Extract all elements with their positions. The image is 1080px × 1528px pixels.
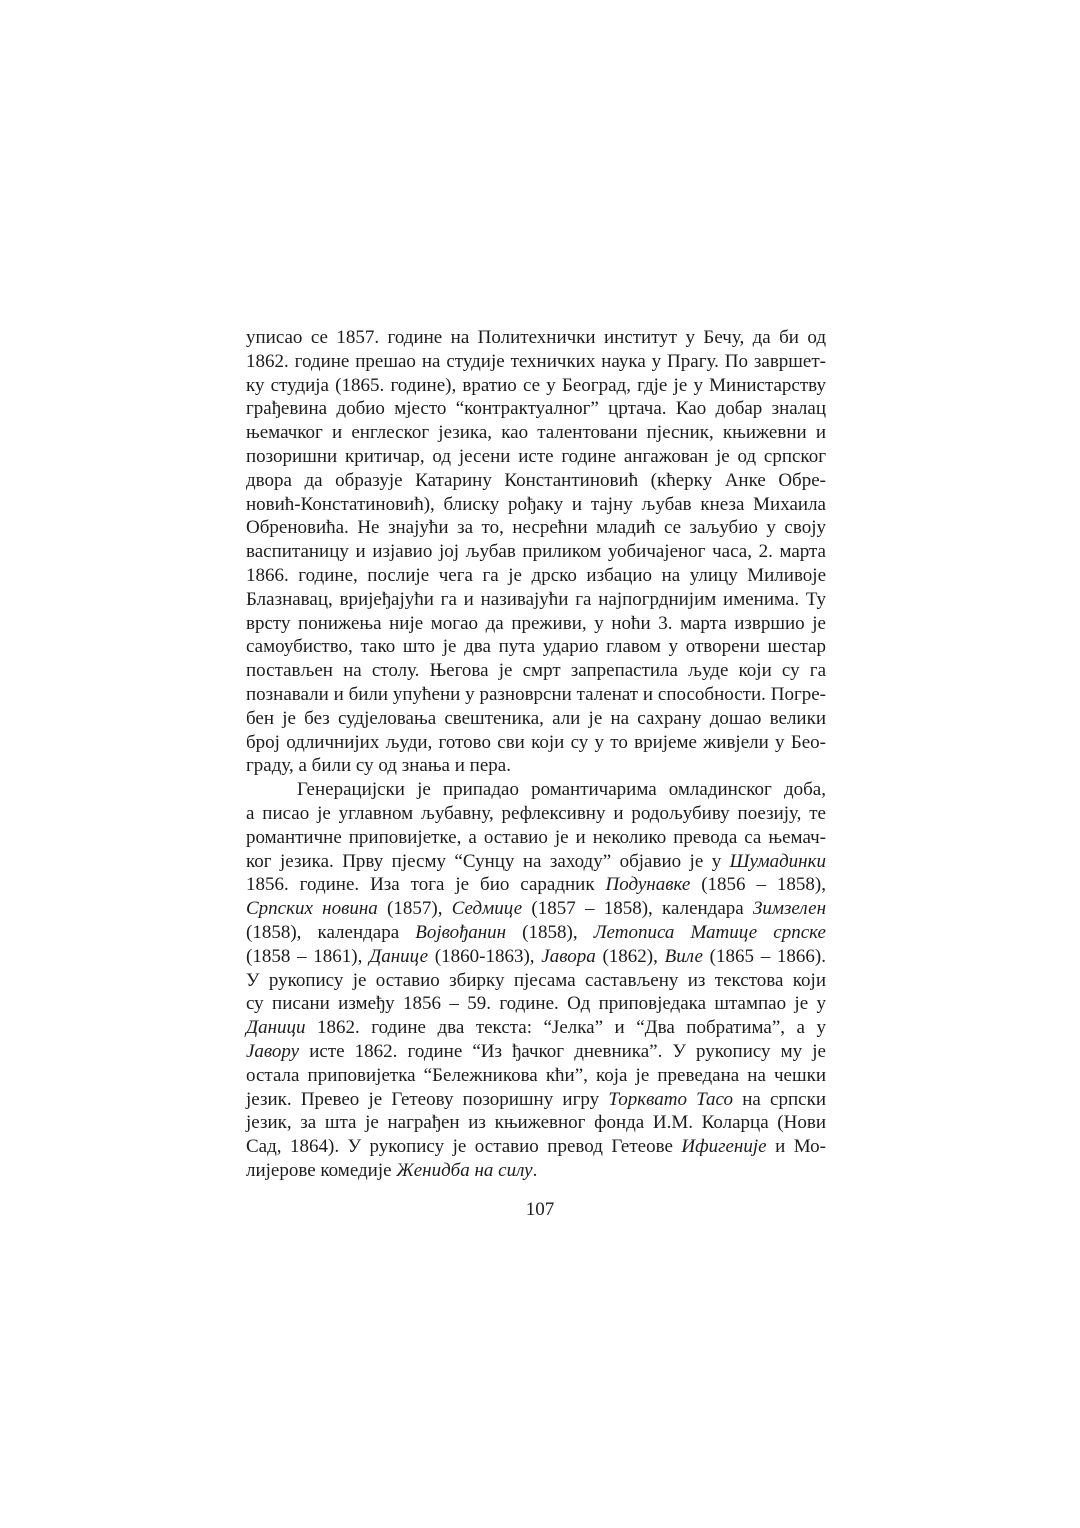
paragraph-2-line xyxy=(246,1016,826,1040)
paragraph-2-line xyxy=(246,850,826,874)
text-run: и Мо- xyxy=(766,1136,826,1158)
text-run: двора да образује Катарину Константиновић (кћерку Анке Обре- xyxy=(246,469,826,491)
text-run: лијерове комедије xyxy=(246,1159,397,1181)
body-text xyxy=(246,326,826,1183)
text-run: остала приповијетка “Бележникова кћи”, која је преведана на чешки xyxy=(246,1064,826,1086)
italic-title: Ифигеније xyxy=(681,1136,767,1158)
paragraph-2-line xyxy=(246,1111,826,1135)
text-run: ког језика. Прву пјесму “Сунцу на заходу” објавио је у xyxy=(246,850,730,872)
text-run: су писани између 1856 – 59. године. Од приповједака штампао је у xyxy=(246,993,826,1015)
italic-title: Торквато Тасо xyxy=(608,1088,734,1110)
text-run: Генерацијски је припадао романтичарима омладинског доба, xyxy=(297,779,826,801)
text-run: грађевина добио мјесто “контрактуалног” цртача. Као добар зналац xyxy=(246,398,826,420)
text-run: У рукопису је оставио збирку пјесама састављену из текстова који xyxy=(246,969,826,991)
paragraph-2-line xyxy=(246,873,826,897)
text-run: позоришни критичар, од јесени исте године ангажован је од српског xyxy=(246,445,826,467)
text-run: (1858), календара xyxy=(246,921,416,943)
paragraph-2-line xyxy=(246,1159,826,1183)
paragraph-1-line xyxy=(246,707,826,731)
paragraph-1-line xyxy=(246,516,826,540)
paragraph-1-line xyxy=(246,540,826,564)
italic-title: Летописа Матице српске xyxy=(593,921,826,943)
text-run: језик, за шта је награђен из књижевног фонда И.М. Коларца (Нови xyxy=(246,1112,826,1134)
paragraph-2-line xyxy=(246,1135,826,1159)
paragraph-1-line xyxy=(246,350,826,374)
paragraph-1-line xyxy=(246,326,826,350)
text-run: познавали и били упућени у разноврсни таленат и способности. Погре- xyxy=(246,683,826,705)
paragraph-2-line xyxy=(246,778,826,802)
text-run: самоубиство, тако што је два пута ударио главом у отворени шестар xyxy=(246,636,826,658)
page-number: 107 xyxy=(525,1199,555,1220)
paragraph-1-line xyxy=(246,469,826,493)
italic-title: Даници xyxy=(246,1017,306,1039)
italic-title: Јавора xyxy=(541,945,596,967)
paragraph-2-line xyxy=(246,969,826,993)
text-run: (1858 – 1861), xyxy=(246,945,370,967)
text-run: 1866. године, послије чега га је дрско избацио на улицу Миливоје xyxy=(246,564,826,586)
paragraph-1-line xyxy=(246,564,826,588)
paragraph-2-line xyxy=(246,921,826,945)
paragraph-2-line xyxy=(246,992,826,1016)
text-run: новић-Констатиновић), блиску рођаку и тајну љубав кнеза Михаила xyxy=(246,493,826,515)
paragraph-1-line xyxy=(246,754,826,778)
text-run: на српски xyxy=(733,1088,826,1110)
italic-title: Јавору xyxy=(246,1040,300,1062)
text-run: граду, а били су од знања и пера. xyxy=(246,755,511,777)
text-run: Обреновића. Не знајући за то, несрећни младић се заљубио у своју xyxy=(246,517,826,539)
text-run: 1862. године прешао на студије техничких наука у Прагу. По завршет- xyxy=(246,350,826,372)
text-run: (1865 – 1866). xyxy=(702,945,827,967)
text-run: ку студија (1865. године), вратио се у Београд, гдје је у Министарству xyxy=(246,374,826,396)
paragraph-2-line xyxy=(246,1040,826,1064)
paragraph-2-line xyxy=(246,945,826,969)
italic-title: Женидба на силу xyxy=(396,1159,533,1181)
text-run: број одличнијих људи, готово сви који су у то вријеме живјели у Бео- xyxy=(246,731,826,753)
paragraph-2-line xyxy=(246,1088,826,1112)
text-run: постављен на столу. Његова је смрт запрепастила људе који су га xyxy=(246,660,826,682)
text-run: а писао је углавном љубавну, рефлексивну и родољубиву поезију, те xyxy=(246,802,826,824)
paragraph-1-line xyxy=(246,659,826,683)
paragraph-1-line xyxy=(246,397,826,421)
text-run: њемачког и енглеског језика, као талентовани пјесник, књижевни и xyxy=(246,422,826,444)
paragraph-2-line xyxy=(246,826,826,850)
italic-title: Зимзелен xyxy=(752,898,826,920)
text-run: (1856 – 1858), xyxy=(690,874,826,896)
paragraph-1-line xyxy=(246,374,826,398)
text-run: . xyxy=(532,1159,538,1181)
text-run: (1860-1863), xyxy=(428,945,542,967)
paragraph-1-line xyxy=(246,683,826,707)
paragraph-1-line xyxy=(246,421,826,445)
text-run: језик. Превео је Гетеову позоришну игру xyxy=(246,1088,609,1110)
text-run: (1862), xyxy=(595,945,665,967)
italic-title: Данице xyxy=(369,945,429,967)
text-run: исте 1862. године “Из ђачког дневника”. У рукопису му је xyxy=(299,1040,826,1062)
paragraph-2-line xyxy=(246,897,826,921)
text-run: 1862. године два текста: “Јелка” и “Два побратима”, а у xyxy=(305,1017,826,1039)
text-run: врсту понижења није могао да преживи, у ноћи 3. марта извршио је xyxy=(246,612,826,634)
paragraph-1-line xyxy=(246,612,826,636)
paragraph-1-line xyxy=(246,731,826,755)
text-run: Сад, 1864). У рукопису је оставио превод Гетеове xyxy=(246,1136,682,1158)
paragraph-2-line xyxy=(246,1064,826,1088)
text-run: бен је без судјеловања свештеника, али је на сахрану дошао велики xyxy=(246,707,826,729)
text-run: Блазнавац, вријеђајући га и називајући га најпогрднијим именима. Ту xyxy=(246,588,826,610)
italic-title: Седмице xyxy=(451,898,523,920)
paragraph-1-line xyxy=(246,445,826,469)
paragraph-1-line xyxy=(246,588,826,612)
paragraph-1-line xyxy=(246,635,826,659)
text-run: (1857), xyxy=(377,898,452,920)
italic-title: Виле xyxy=(664,945,703,967)
italic-title: Српских новина xyxy=(246,898,378,920)
italic-title: Шумадинки xyxy=(729,850,826,872)
italic-title: Подунавке xyxy=(605,874,691,896)
text-run: (1857 – 1858), календара xyxy=(522,898,753,920)
text-run: романтичне приповијетке, а оставио је и неколико превода са њемач- xyxy=(246,826,826,848)
paragraph-1-line xyxy=(246,493,826,517)
italic-title: Војвођанин xyxy=(415,921,507,943)
text-run: васпитаницу и изјавио јој љубав приликом уобичајеног часа, 2. марта xyxy=(246,541,826,563)
paragraph-2-line xyxy=(246,802,826,826)
text-run: 1856. године. Иза тога је био сарадник xyxy=(246,874,606,896)
text-run: (1858), xyxy=(506,921,594,943)
text-run: уписао се 1857. године на Политехнички институт у Бечу, да би од xyxy=(246,327,826,348)
